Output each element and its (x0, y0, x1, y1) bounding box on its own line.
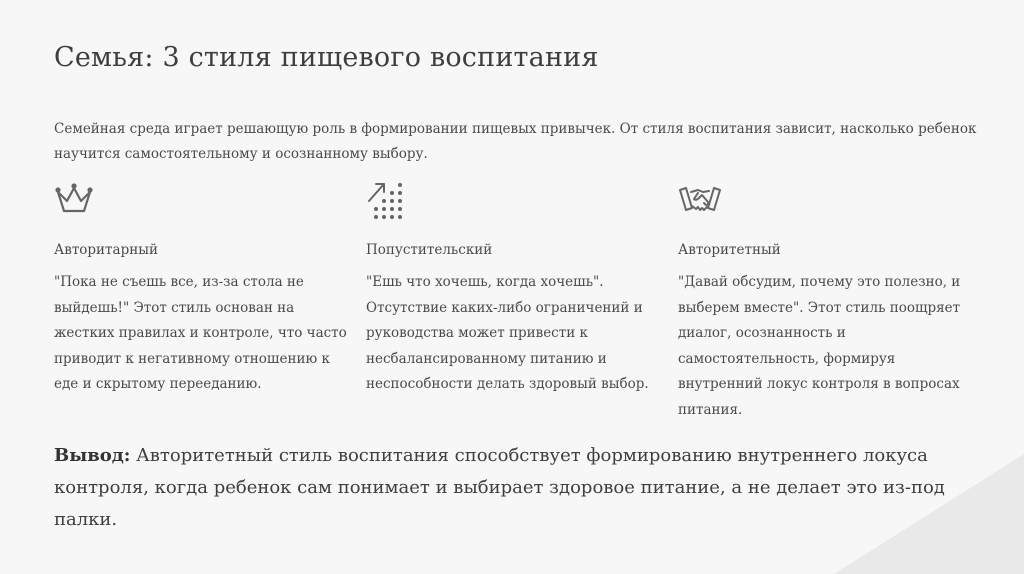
style-card-authoritarian (54, 180, 354, 398)
style-heading: Авторитарный (54, 242, 158, 258)
style-description: "Пока не съешь все, из-за стола не выйдешь!" Этот стиль основан на жестких правилах и контроле, что часто приводит к негативному отношению к еде и скрытому перееданию. (54, 274, 347, 392)
scatter-arrow-icon (366, 180, 666, 220)
conclusion-label: Вывод: (54, 445, 131, 466)
style-description: "Ешь что хочешь, когда хочешь". Отсутствие каких-либо ограничений и руководства может привести к несбалансированному питанию и неспособности делать здоровый выбор. (366, 274, 649, 392)
style-heading: Авторитетный (678, 242, 781, 258)
style-card-authoritative (678, 180, 978, 423)
page-title: Семья: 3 стиля пищевого воспитания (54, 42, 599, 73)
crown-icon (54, 180, 354, 220)
style-description: "Давай обсудим, почему это полезно, и выберем вместе". Этот стиль поощряет диалог, осознанность и самостоятельность, формируя внутренний локус контроля в вопросах питания. (678, 274, 961, 418)
intro-text: Семейная среда играет решающую роль в формировании пищевых привычек. От стиля воспитания зависит, насколько ребенок научится самостоятельному и осознанному выбору. (54, 121, 977, 162)
style-heading: Попустительский (366, 242, 493, 258)
conclusion-text: Авторитетный стиль воспитания способствует формированию внутреннего локуса контроля, когда ребенок сам понимает и выбирает здоровое питание, а не делает это из-под палки. (54, 445, 945, 530)
conclusion (54, 440, 984, 536)
style-card-permissive (366, 180, 666, 398)
handshake-icon (678, 180, 978, 220)
